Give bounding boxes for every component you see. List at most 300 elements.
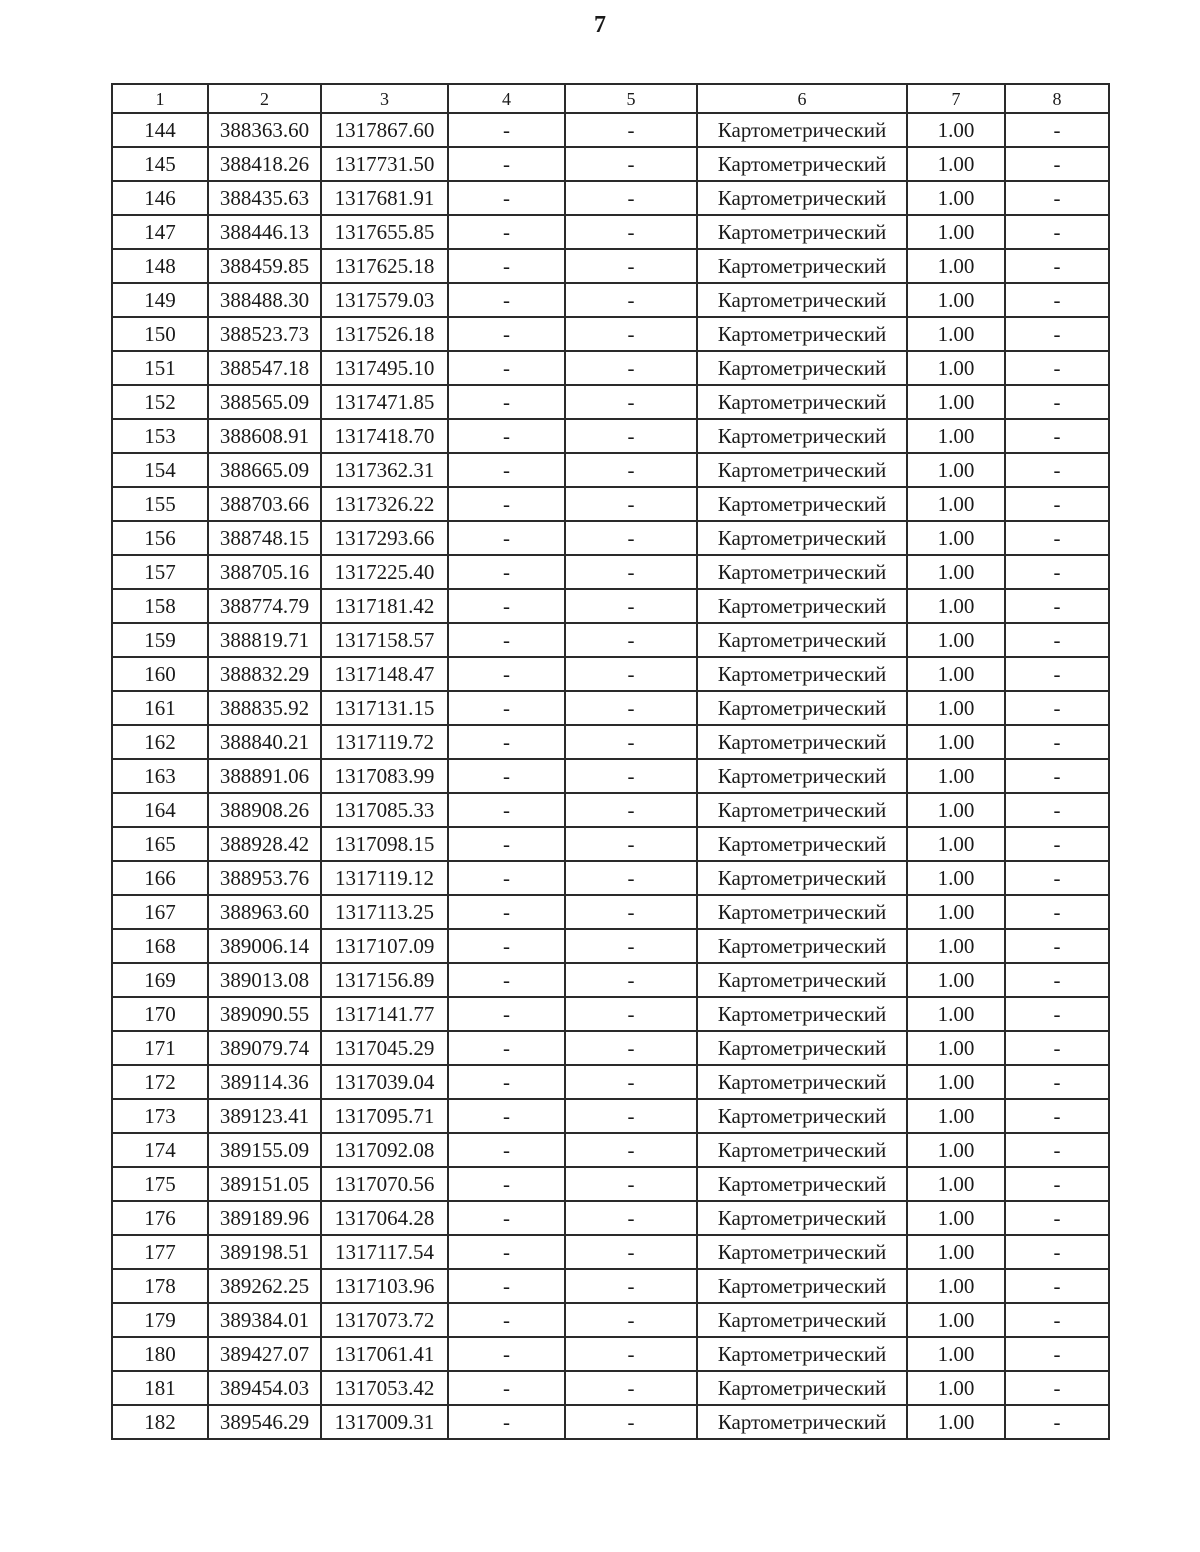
- x-coordinate-cell: 389427.07: [208, 1337, 321, 1371]
- accuracy-cell: 1.00: [907, 589, 1005, 623]
- col-4-value-cell: -: [448, 589, 565, 623]
- table-row: [112, 1167, 1109, 1201]
- y-coordinate-cell: 1317181.42: [321, 589, 448, 623]
- col-5-value-cell: -: [565, 691, 697, 725]
- accuracy-cell: 1.00: [907, 1235, 1005, 1269]
- y-coordinate-cell: 1317326.22: [321, 487, 448, 521]
- method-cell: Картометрический: [697, 419, 907, 453]
- table-row: [112, 1133, 1109, 1167]
- col-4-value-cell: -: [448, 759, 565, 793]
- table-row: [112, 623, 1109, 657]
- table-row: [112, 997, 1109, 1031]
- point-number-cell: 145: [112, 147, 208, 181]
- col-5-value-cell: -: [565, 1405, 697, 1439]
- column-header: 2: [208, 84, 321, 113]
- point-number-cell: 176: [112, 1201, 208, 1235]
- point-number-cell: 150: [112, 317, 208, 351]
- accuracy-cell: 1.00: [907, 1133, 1005, 1167]
- col-5-value-cell: -: [565, 147, 697, 181]
- col-5-value-cell: -: [565, 385, 697, 419]
- y-coordinate-cell: 1317158.57: [321, 623, 448, 657]
- method-cell: Картометрический: [697, 589, 907, 623]
- col-5-value-cell: -: [565, 1065, 697, 1099]
- table-row: [112, 419, 1109, 453]
- table-row: [112, 555, 1109, 589]
- col-4-value-cell: -: [448, 181, 565, 215]
- point-number-cell: 162: [112, 725, 208, 759]
- accuracy-cell: 1.00: [907, 1269, 1005, 1303]
- y-coordinate-cell: 1317061.41: [321, 1337, 448, 1371]
- col-4-value-cell: -: [448, 215, 565, 249]
- method-cell: Картометрический: [697, 215, 907, 249]
- table-row: [112, 249, 1109, 283]
- x-coordinate-cell: 388363.60: [208, 113, 321, 147]
- accuracy-cell: 1.00: [907, 725, 1005, 759]
- method-cell: Картометрический: [697, 283, 907, 317]
- y-coordinate-cell: 1317119.12: [321, 861, 448, 895]
- col-8-value-cell: -: [1005, 1269, 1109, 1303]
- x-coordinate-cell: 388819.71: [208, 623, 321, 657]
- x-coordinate-cell: 389006.14: [208, 929, 321, 963]
- x-coordinate-cell: 388928.42: [208, 827, 321, 861]
- x-coordinate-cell: 388459.85: [208, 249, 321, 283]
- point-number-cell: 147: [112, 215, 208, 249]
- method-cell: Картометрический: [697, 1405, 907, 1439]
- accuracy-cell: 1.00: [907, 249, 1005, 283]
- method-cell: Картометрический: [697, 385, 907, 419]
- y-coordinate-cell: 1317418.70: [321, 419, 448, 453]
- accuracy-cell: 1.00: [907, 147, 1005, 181]
- x-coordinate-cell: 388608.91: [208, 419, 321, 453]
- table-row: [112, 1337, 1109, 1371]
- col-8-value-cell: -: [1005, 793, 1109, 827]
- col-8-value-cell: -: [1005, 1031, 1109, 1065]
- col-5-value-cell: -: [565, 113, 697, 147]
- col-5-value-cell: -: [565, 453, 697, 487]
- method-cell: Картометрический: [697, 759, 907, 793]
- x-coordinate-cell: 388665.09: [208, 453, 321, 487]
- col-8-value-cell: -: [1005, 759, 1109, 793]
- col-4-value-cell: -: [448, 1337, 565, 1371]
- col-8-value-cell: -: [1005, 1405, 1109, 1439]
- accuracy-cell: 1.00: [907, 963, 1005, 997]
- col-5-value-cell: -: [565, 283, 697, 317]
- col-5-value-cell: -: [565, 487, 697, 521]
- col-4-value-cell: -: [448, 1201, 565, 1235]
- col-5-value-cell: -: [565, 997, 697, 1031]
- col-8-value-cell: -: [1005, 1337, 1109, 1371]
- y-coordinate-cell: 1317092.08: [321, 1133, 448, 1167]
- accuracy-cell: 1.00: [907, 419, 1005, 453]
- x-coordinate-cell: 388835.92: [208, 691, 321, 725]
- method-cell: Картометрический: [697, 181, 907, 215]
- accuracy-cell: 1.00: [907, 351, 1005, 385]
- point-number-cell: 144: [112, 113, 208, 147]
- col-8-value-cell: -: [1005, 1133, 1109, 1167]
- col-8-value-cell: -: [1005, 997, 1109, 1031]
- accuracy-cell: 1.00: [907, 1201, 1005, 1235]
- accuracy-cell: 1.00: [907, 1099, 1005, 1133]
- method-cell: Картометрический: [697, 895, 907, 929]
- accuracy-cell: 1.00: [907, 453, 1005, 487]
- accuracy-cell: 1.00: [907, 657, 1005, 691]
- col-4-value-cell: -: [448, 691, 565, 725]
- method-cell: Картометрический: [697, 317, 907, 351]
- point-number-cell: 178: [112, 1269, 208, 1303]
- x-coordinate-cell: 389155.09: [208, 1133, 321, 1167]
- col-4-value-cell: -: [448, 521, 565, 555]
- col-8-value-cell: -: [1005, 181, 1109, 215]
- x-coordinate-cell: 388908.26: [208, 793, 321, 827]
- y-coordinate-cell: 1317045.29: [321, 1031, 448, 1065]
- table-row: [112, 1371, 1109, 1405]
- col-8-value-cell: -: [1005, 827, 1109, 861]
- col-5-value-cell: -: [565, 657, 697, 691]
- col-8-value-cell: -: [1005, 1235, 1109, 1269]
- point-number-cell: 155: [112, 487, 208, 521]
- x-coordinate-cell: 388953.76: [208, 861, 321, 895]
- y-coordinate-cell: 1317579.03: [321, 283, 448, 317]
- accuracy-cell: 1.00: [907, 555, 1005, 589]
- x-coordinate-cell: 388840.21: [208, 725, 321, 759]
- col-5-value-cell: -: [565, 1167, 697, 1201]
- x-coordinate-cell: 388418.26: [208, 147, 321, 181]
- table-row: [112, 453, 1109, 487]
- x-coordinate-cell: 388832.29: [208, 657, 321, 691]
- col-4-value-cell: -: [448, 1031, 565, 1065]
- col-5-value-cell: -: [565, 181, 697, 215]
- table-row: [112, 147, 1109, 181]
- col-5-value-cell: -: [565, 827, 697, 861]
- accuracy-cell: 1.00: [907, 623, 1005, 657]
- point-number-cell: 159: [112, 623, 208, 657]
- accuracy-cell: 1.00: [907, 521, 1005, 555]
- x-coordinate-cell: 388774.79: [208, 589, 321, 623]
- table-row: [112, 1099, 1109, 1133]
- y-coordinate-cell: 1317362.31: [321, 453, 448, 487]
- col-5-value-cell: -: [565, 623, 697, 657]
- table-row: [112, 657, 1109, 691]
- accuracy-cell: 1.00: [907, 1405, 1005, 1439]
- method-cell: Картометрический: [697, 1133, 907, 1167]
- y-coordinate-cell: 1317085.33: [321, 793, 448, 827]
- x-coordinate-cell: 389013.08: [208, 963, 321, 997]
- point-number-cell: 177: [112, 1235, 208, 1269]
- col-4-value-cell: -: [448, 113, 565, 147]
- y-coordinate-cell: 1317526.18: [321, 317, 448, 351]
- col-5-value-cell: -: [565, 1133, 697, 1167]
- col-8-value-cell: -: [1005, 1201, 1109, 1235]
- col-4-value-cell: -: [448, 1167, 565, 1201]
- col-4-value-cell: -: [448, 419, 565, 453]
- col-4-value-cell: -: [448, 555, 565, 589]
- table-row: [112, 1405, 1109, 1439]
- table-row: [112, 895, 1109, 929]
- accuracy-cell: 1.00: [907, 997, 1005, 1031]
- col-4-value-cell: -: [448, 963, 565, 997]
- point-number-cell: 169: [112, 963, 208, 997]
- column-header: 5: [565, 84, 697, 113]
- point-number-cell: 173: [112, 1099, 208, 1133]
- table-row: [112, 113, 1109, 147]
- point-number-cell: 163: [112, 759, 208, 793]
- col-5-value-cell: -: [565, 1337, 697, 1371]
- col-4-value-cell: -: [448, 1405, 565, 1439]
- col-8-value-cell: -: [1005, 215, 1109, 249]
- y-coordinate-cell: 1317053.42: [321, 1371, 448, 1405]
- col-4-value-cell: -: [448, 827, 565, 861]
- method-cell: Картометрический: [697, 1269, 907, 1303]
- col-8-value-cell: -: [1005, 589, 1109, 623]
- accuracy-cell: 1.00: [907, 1303, 1005, 1337]
- col-4-value-cell: -: [448, 249, 565, 283]
- point-number-cell: 146: [112, 181, 208, 215]
- y-coordinate-cell: 1317148.47: [321, 657, 448, 691]
- x-coordinate-cell: 388748.15: [208, 521, 321, 555]
- method-cell: Картометрический: [697, 657, 907, 691]
- col-4-value-cell: -: [448, 283, 565, 317]
- col-4-value-cell: -: [448, 147, 565, 181]
- accuracy-cell: 1.00: [907, 385, 1005, 419]
- method-cell: Картометрический: [697, 1235, 907, 1269]
- method-cell: Картометрический: [697, 623, 907, 657]
- col-8-value-cell: -: [1005, 419, 1109, 453]
- method-cell: Картометрический: [697, 997, 907, 1031]
- col-5-value-cell: -: [565, 1201, 697, 1235]
- col-8-value-cell: -: [1005, 1371, 1109, 1405]
- col-4-value-cell: -: [448, 351, 565, 385]
- point-number-cell: 148: [112, 249, 208, 283]
- point-number-cell: 151: [112, 351, 208, 385]
- col-4-value-cell: -: [448, 623, 565, 657]
- x-coordinate-cell: 388891.06: [208, 759, 321, 793]
- accuracy-cell: 1.00: [907, 317, 1005, 351]
- col-8-value-cell: -: [1005, 1065, 1109, 1099]
- x-coordinate-cell: 388435.63: [208, 181, 321, 215]
- col-8-value-cell: -: [1005, 147, 1109, 181]
- point-number-cell: 154: [112, 453, 208, 487]
- method-cell: Картометрический: [697, 1371, 907, 1405]
- col-5-value-cell: -: [565, 1235, 697, 1269]
- col-8-value-cell: -: [1005, 521, 1109, 555]
- table-row: [112, 589, 1109, 623]
- y-coordinate-cell: 1317625.18: [321, 249, 448, 283]
- col-8-value-cell: -: [1005, 691, 1109, 725]
- col-5-value-cell: -: [565, 317, 697, 351]
- y-coordinate-cell: 1317095.71: [321, 1099, 448, 1133]
- col-8-value-cell: -: [1005, 113, 1109, 147]
- point-number-cell: 165: [112, 827, 208, 861]
- table-row: [112, 215, 1109, 249]
- table-row: [112, 487, 1109, 521]
- col-4-value-cell: -: [448, 895, 565, 929]
- method-cell: Картометрический: [697, 861, 907, 895]
- y-coordinate-cell: 1317471.85: [321, 385, 448, 419]
- method-cell: Картометрический: [697, 1031, 907, 1065]
- y-coordinate-cell: 1317083.99: [321, 759, 448, 793]
- method-cell: Картометрический: [697, 351, 907, 385]
- col-4-value-cell: -: [448, 997, 565, 1031]
- method-cell: Картометрический: [697, 147, 907, 181]
- accuracy-cell: 1.00: [907, 895, 1005, 929]
- x-coordinate-cell: 388488.30: [208, 283, 321, 317]
- table-row: [112, 385, 1109, 419]
- method-cell: Картометрический: [697, 453, 907, 487]
- col-8-value-cell: -: [1005, 555, 1109, 589]
- x-coordinate-cell: 388565.09: [208, 385, 321, 419]
- table-row: [112, 1065, 1109, 1099]
- accuracy-cell: 1.00: [907, 113, 1005, 147]
- col-5-value-cell: -: [565, 793, 697, 827]
- table-row: [112, 1031, 1109, 1065]
- accuracy-cell: 1.00: [907, 759, 1005, 793]
- table-row: [112, 827, 1109, 861]
- point-number-cell: 175: [112, 1167, 208, 1201]
- col-5-value-cell: -: [565, 861, 697, 895]
- col-5-value-cell: -: [565, 249, 697, 283]
- table-body: [112, 113, 1109, 1439]
- col-8-value-cell: -: [1005, 623, 1109, 657]
- col-5-value-cell: -: [565, 963, 697, 997]
- table-row: [112, 861, 1109, 895]
- col-4-value-cell: -: [448, 1133, 565, 1167]
- y-coordinate-cell: 1317495.10: [321, 351, 448, 385]
- y-coordinate-cell: 1317064.28: [321, 1201, 448, 1235]
- accuracy-cell: 1.00: [907, 283, 1005, 317]
- x-coordinate-cell: 389454.03: [208, 1371, 321, 1405]
- col-4-value-cell: -: [448, 861, 565, 895]
- accuracy-cell: 1.00: [907, 793, 1005, 827]
- col-5-value-cell: -: [565, 1269, 697, 1303]
- method-cell: Картометрический: [697, 1099, 907, 1133]
- y-coordinate-cell: 1317039.04: [321, 1065, 448, 1099]
- col-4-value-cell: -: [448, 1065, 565, 1099]
- method-cell: Картометрический: [697, 793, 907, 827]
- col-4-value-cell: -: [448, 487, 565, 521]
- x-coordinate-cell: 389189.96: [208, 1201, 321, 1235]
- point-number-cell: 158: [112, 589, 208, 623]
- table-row: [112, 1201, 1109, 1235]
- point-number-cell: 160: [112, 657, 208, 691]
- col-4-value-cell: -: [448, 1371, 565, 1405]
- y-coordinate-cell: 1317117.54: [321, 1235, 448, 1269]
- table-row: [112, 691, 1109, 725]
- table-row: [112, 963, 1109, 997]
- y-coordinate-cell: 1317156.89: [321, 963, 448, 997]
- x-coordinate-cell: 389384.01: [208, 1303, 321, 1337]
- method-cell: Картометрический: [697, 1337, 907, 1371]
- y-coordinate-cell: 1317131.15: [321, 691, 448, 725]
- accuracy-cell: 1.00: [907, 1031, 1005, 1065]
- col-4-value-cell: -: [448, 793, 565, 827]
- col-4-value-cell: -: [448, 1235, 565, 1269]
- x-coordinate-cell: 388703.66: [208, 487, 321, 521]
- table-row: [112, 759, 1109, 793]
- accuracy-cell: 1.00: [907, 691, 1005, 725]
- point-number-cell: 167: [112, 895, 208, 929]
- point-number-cell: 179: [112, 1303, 208, 1337]
- y-coordinate-cell: 1317113.25: [321, 895, 448, 929]
- x-coordinate-cell: 388705.16: [208, 555, 321, 589]
- method-cell: Картометрический: [697, 521, 907, 555]
- x-coordinate-cell: 389114.36: [208, 1065, 321, 1099]
- column-header: 6: [697, 84, 907, 113]
- point-number-cell: 181: [112, 1371, 208, 1405]
- col-5-value-cell: -: [565, 725, 697, 759]
- x-coordinate-cell: 389198.51: [208, 1235, 321, 1269]
- point-number-cell: 171: [112, 1031, 208, 1065]
- col-8-value-cell: -: [1005, 351, 1109, 385]
- table-row: [112, 793, 1109, 827]
- col-8-value-cell: -: [1005, 317, 1109, 351]
- col-8-value-cell: -: [1005, 283, 1109, 317]
- table-row: [112, 1269, 1109, 1303]
- col-8-value-cell: -: [1005, 657, 1109, 691]
- point-number-cell: 164: [112, 793, 208, 827]
- method-cell: Картометрический: [697, 1303, 907, 1337]
- col-5-value-cell: -: [565, 929, 697, 963]
- y-coordinate-cell: 1317107.09: [321, 929, 448, 963]
- method-cell: Картометрический: [697, 725, 907, 759]
- y-coordinate-cell: 1317655.85: [321, 215, 448, 249]
- accuracy-cell: 1.00: [907, 1167, 1005, 1201]
- accuracy-cell: 1.00: [907, 929, 1005, 963]
- table-row: [112, 317, 1109, 351]
- point-number-cell: 157: [112, 555, 208, 589]
- point-number-cell: 170: [112, 997, 208, 1031]
- point-number-cell: 172: [112, 1065, 208, 1099]
- table-row: [112, 929, 1109, 963]
- point-number-cell: 182: [112, 1405, 208, 1439]
- coordinates-table: [111, 83, 1110, 1440]
- col-5-value-cell: -: [565, 1371, 697, 1405]
- point-number-cell: 180: [112, 1337, 208, 1371]
- table-row: [112, 351, 1109, 385]
- x-coordinate-cell: 388446.13: [208, 215, 321, 249]
- accuracy-cell: 1.00: [907, 1371, 1005, 1405]
- x-coordinate-cell: 389123.41: [208, 1099, 321, 1133]
- point-number-cell: 149: [112, 283, 208, 317]
- table-row: [112, 283, 1109, 317]
- col-5-value-cell: -: [565, 1303, 697, 1337]
- accuracy-cell: 1.00: [907, 487, 1005, 521]
- y-coordinate-cell: 1317103.96: [321, 1269, 448, 1303]
- col-8-value-cell: -: [1005, 249, 1109, 283]
- method-cell: Картометрический: [697, 1201, 907, 1235]
- col-8-value-cell: -: [1005, 929, 1109, 963]
- col-4-value-cell: -: [448, 657, 565, 691]
- y-coordinate-cell: 1317073.72: [321, 1303, 448, 1337]
- col-4-value-cell: -: [448, 1099, 565, 1133]
- col-4-value-cell: -: [448, 1303, 565, 1337]
- accuracy-cell: 1.00: [907, 1065, 1005, 1099]
- page-number: 7: [594, 12, 606, 38]
- y-coordinate-cell: 1317681.91: [321, 181, 448, 215]
- y-coordinate-cell: 1317098.15: [321, 827, 448, 861]
- column-header: 1: [112, 84, 208, 113]
- col-4-value-cell: -: [448, 725, 565, 759]
- col-4-value-cell: -: [448, 929, 565, 963]
- col-8-value-cell: -: [1005, 895, 1109, 929]
- col-5-value-cell: -: [565, 215, 697, 249]
- y-coordinate-cell: 1317119.72: [321, 725, 448, 759]
- col-8-value-cell: -: [1005, 725, 1109, 759]
- col-8-value-cell: -: [1005, 1099, 1109, 1133]
- accuracy-cell: 1.00: [907, 827, 1005, 861]
- y-coordinate-cell: 1317141.77: [321, 997, 448, 1031]
- col-8-value-cell: -: [1005, 453, 1109, 487]
- point-number-cell: 156: [112, 521, 208, 555]
